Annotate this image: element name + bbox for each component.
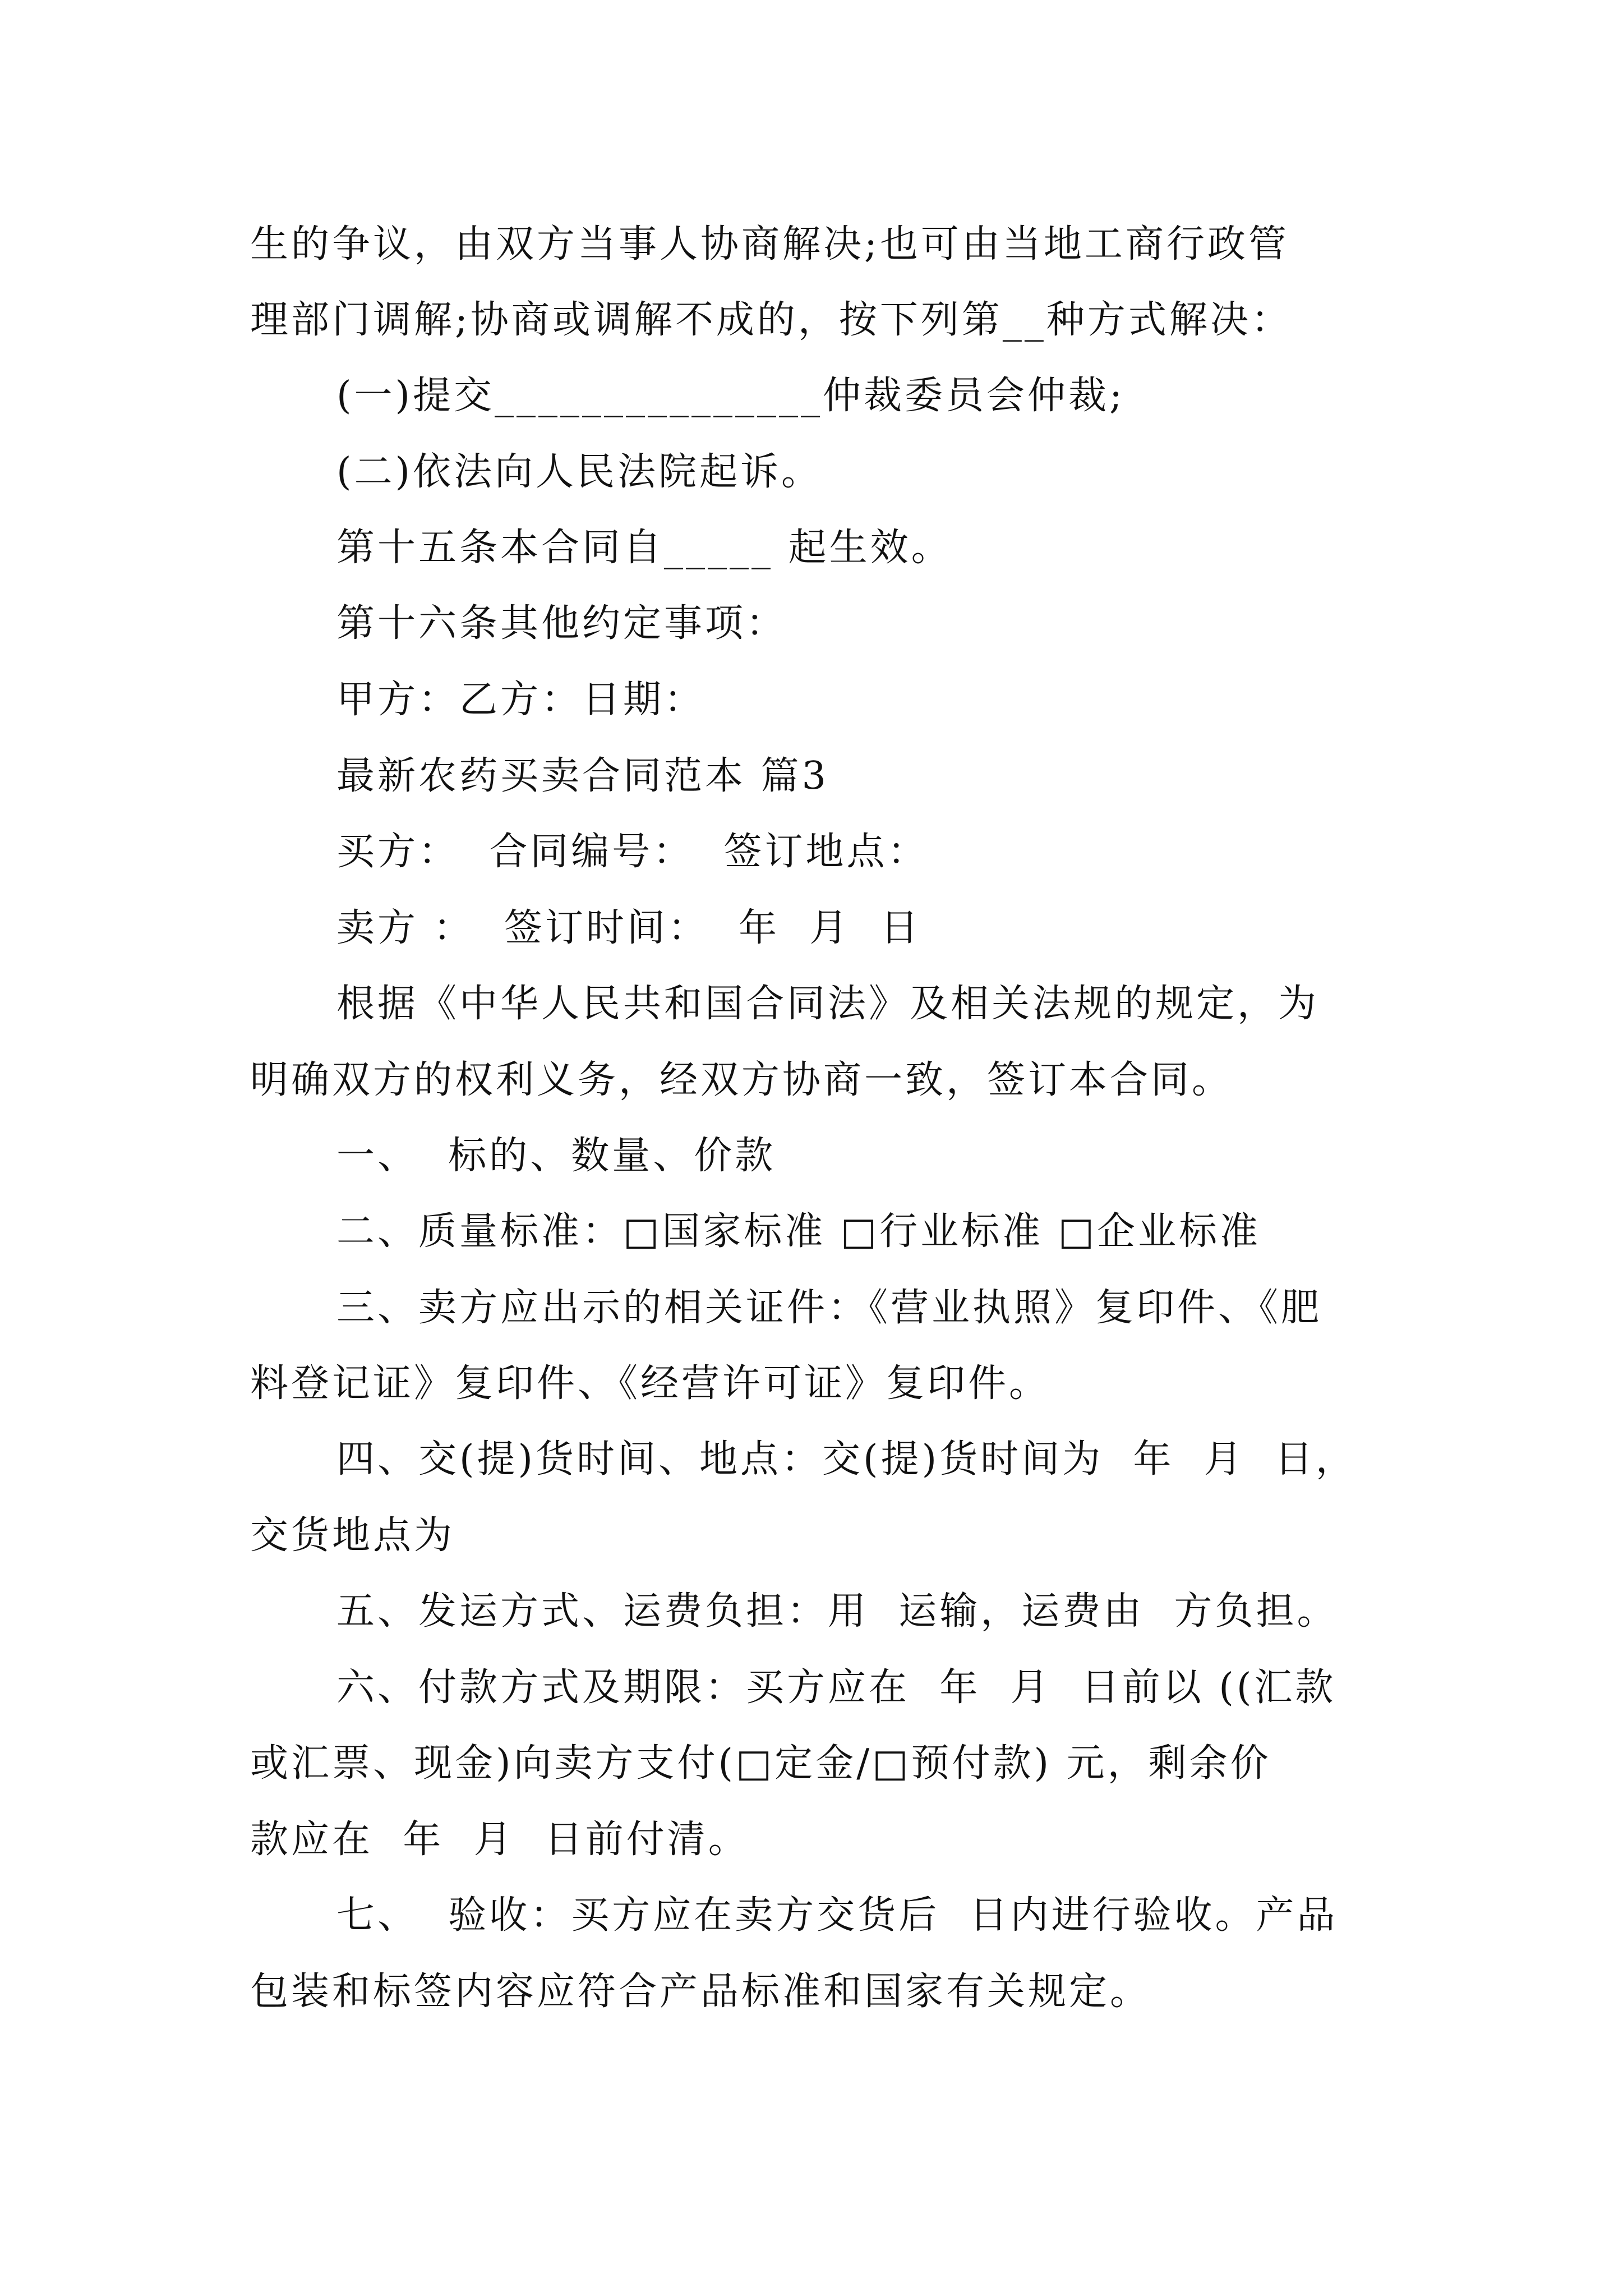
text-line-2: 理部门调解;协商或调解不成的，按下列第__种方式解决： xyxy=(250,298,1292,342)
section-heading: 最新农药买卖合同范本 篇3 xyxy=(336,754,829,798)
text-line-24: 包装和标签内容应符合产品标准和国家有关规定。 xyxy=(250,1970,1151,2014)
text-line-17: 四、交(提)货时间、地点：交(提)货时间为 年 月 日， xyxy=(336,1437,1357,1481)
text-line-13: 一、 标的、数量、价款 xyxy=(336,1134,776,1178)
text-line-3: (一)提交_______________仲裁委员会仲裁; xyxy=(336,374,1125,418)
text-line-20: 六、付款方式及期限：买方应在 年 月 日前以 ((汇款 xyxy=(336,1665,1336,1710)
text-line-15: 三、卖方应出示的相关证件：《营业执照》复印件、《肥 xyxy=(336,1286,1322,1330)
text-line-22: 款应在 年 月 日前付清。 xyxy=(250,1818,749,1862)
text-line-23: 七、 验收：买方应在卖方交货后 日内进行验收。产品 xyxy=(336,1893,1338,1938)
text-line-11: 根据《中华人民共和国合同法》及相关法规的规定，为 xyxy=(336,982,1320,1026)
text-line-7: 甲方：乙方：日期： xyxy=(336,678,706,722)
text-line-9: 买方： 合同编号： 签订地点： xyxy=(336,830,929,874)
text-line-4: (二)依法向人民法院起诉。 xyxy=(336,450,823,494)
text-line-12: 明确双方的权利义务，经双方协商一致，签订本合同。 xyxy=(250,1058,1233,1102)
text-line-1: 生的争议，由双方当事人协商解决;也可由当地工商行政管 xyxy=(250,222,1289,266)
text-line-5: 第十五条本合同自_____ 起生效。 xyxy=(336,526,952,570)
text-line-21: 或汇票、现金)向卖方支付(□定金/□预付款) 元，剩余价 xyxy=(250,1741,1271,1786)
text-line-14: 二、质量标准：□国家标准 □行业标准 □企业标准 xyxy=(336,1209,1261,1254)
text-line-10: 卖方 ： 签订时间： 年 月 日 xyxy=(336,906,921,950)
text-line-16: 料登记证》复印件、《经营许可证》复印件。 xyxy=(250,1361,1050,1406)
text-line-18: 交货地点为 xyxy=(250,1513,455,1558)
text-line-19: 五、发运方式、运费负担：用 运输，运费由 方负担。 xyxy=(336,1589,1338,1634)
text-line-6: 第十六条其他约定事项： xyxy=(336,601,787,646)
